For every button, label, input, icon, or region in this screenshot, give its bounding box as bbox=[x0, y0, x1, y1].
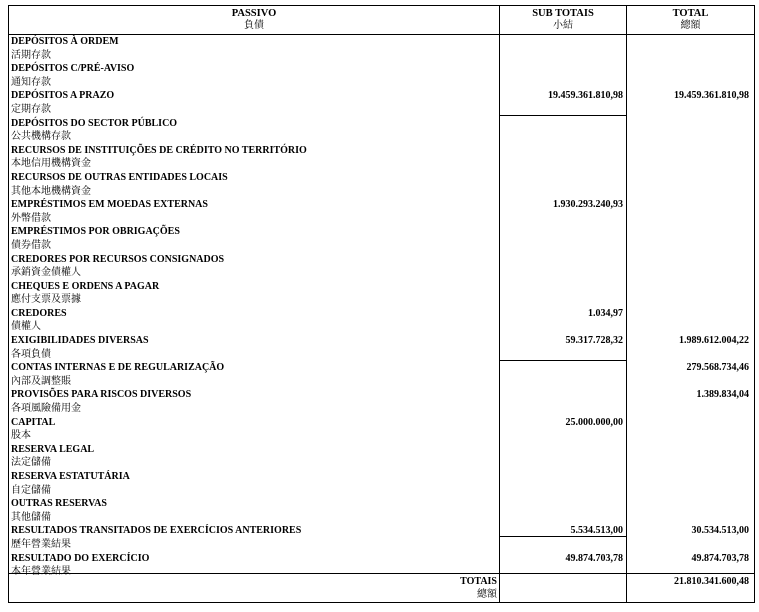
row-label-zh: 活期存款 bbox=[11, 49, 51, 61]
table-row bbox=[9, 443, 754, 457]
table-row bbox=[9, 198, 754, 212]
header-passivo-pt: PASSIVO bbox=[231, 8, 277, 19]
table-row-zh bbox=[9, 511, 754, 525]
row-label-zh: 外幣借款 bbox=[11, 212, 51, 224]
table-row-zh bbox=[9, 429, 754, 443]
row-label-pt: RECURSOS DE INSTITUIÇÕES DE CRÉDITO NO TERRITÓRIO bbox=[11, 144, 307, 156]
table-row bbox=[9, 524, 754, 538]
table-row-zh bbox=[9, 157, 754, 171]
row-label-pt: PROVISÕES PARA RISCOS DIVERSOS bbox=[11, 389, 192, 401]
row-label-pt: OUTRAS RESERVAS bbox=[11, 498, 107, 510]
row-total: 30.534.513,00 bbox=[691, 525, 749, 537]
table-row bbox=[9, 552, 754, 566]
row-label-zh: 應付支票及票據 bbox=[11, 294, 81, 306]
totals-label bbox=[460, 575, 497, 601]
table-row-zh bbox=[9, 185, 754, 199]
row-subtotal: 19.459.361.810,98 bbox=[548, 90, 623, 102]
header-subtotais bbox=[500, 6, 626, 35]
row-label-zh: 通知存款 bbox=[11, 76, 51, 88]
row-label-pt: CREDORES bbox=[11, 307, 67, 319]
row-label-zh: 定期存款 bbox=[11, 103, 51, 115]
row-label-zh: 內部及調整賬 bbox=[11, 375, 71, 387]
table-body bbox=[9, 35, 754, 579]
row-subtotal: 1.930.293.240,93 bbox=[553, 199, 623, 211]
row-label-zh: 各項風險備用金 bbox=[11, 403, 81, 415]
table-row-zh bbox=[9, 49, 754, 63]
table-row-zh bbox=[9, 320, 754, 334]
table-row-zh bbox=[9, 538, 754, 552]
table-row-zh bbox=[9, 402, 754, 416]
table-row bbox=[9, 470, 754, 484]
header-total-zh: 總額 bbox=[680, 20, 701, 31]
row-label-zh: 各項負債 bbox=[11, 348, 51, 360]
row-label-zh: 法定儲備 bbox=[11, 457, 51, 469]
table-row bbox=[9, 307, 754, 321]
table-row bbox=[9, 280, 754, 294]
totals-value: 21.810.341.600,48 bbox=[674, 576, 749, 587]
row-subtotal: 5.534.513,00 bbox=[570, 525, 623, 537]
header-subtotais-pt: SUB TOTAIS bbox=[532, 8, 594, 19]
table-row-zh bbox=[9, 348, 754, 362]
row-label-pt: EXIGIBILIDADES DIVERSAS bbox=[11, 335, 149, 347]
table-row bbox=[9, 89, 754, 103]
table-row bbox=[9, 253, 754, 267]
row-label-zh: 其他本地機構資金 bbox=[11, 185, 91, 197]
table-row bbox=[9, 225, 754, 239]
table-row bbox=[9, 334, 754, 348]
table-row-zh bbox=[9, 266, 754, 280]
table-row-zh bbox=[9, 484, 754, 498]
totals-label-pt: TOTAIS bbox=[460, 576, 497, 587]
row-total: 49.874.703,78 bbox=[691, 552, 749, 564]
row-label-zh: 歷年營業結果 bbox=[11, 538, 71, 550]
row-label-pt: CAPITAL bbox=[11, 416, 56, 428]
row-label-zh: 公共機構存款 bbox=[11, 131, 71, 143]
table-row bbox=[9, 497, 754, 511]
row-label-pt: CHEQUES E ORDENS A PAGAR bbox=[11, 280, 160, 292]
row-total: 1.989.612.004,22 bbox=[679, 335, 749, 347]
row-label-zh: 承銷資金債權人 bbox=[11, 267, 81, 279]
table-row bbox=[9, 144, 754, 158]
totals-label-zh: 總額 bbox=[477, 589, 497, 600]
row-label-pt: RESULTADO DO EXERCÍCIO bbox=[11, 552, 150, 564]
row-label-pt: RECURSOS DE OUTRAS ENTIDADES LOCAIS bbox=[11, 171, 228, 183]
table-row bbox=[9, 388, 754, 402]
table-row-zh bbox=[9, 76, 754, 90]
row-subtotal: 49.874.703,78 bbox=[565, 552, 623, 564]
row-label-zh: 其他儲備 bbox=[11, 511, 51, 523]
row-label-pt: DEPÓSITOS À ORDEM bbox=[11, 36, 119, 47]
row-label-pt: DEPÓSITOS DO SECTOR PÚBLICO bbox=[11, 117, 178, 129]
row-label-zh: 本地信用機構資金 bbox=[11, 158, 91, 170]
table-row bbox=[9, 35, 754, 49]
table-row-zh bbox=[9, 375, 754, 389]
header-total bbox=[627, 6, 754, 35]
row-label-pt: DEPÓSITOS A PRAZO bbox=[11, 90, 115, 102]
row-label-zh: 自定儲備 bbox=[11, 484, 51, 496]
row-total: 279.568.734,46 bbox=[686, 362, 749, 374]
table-row bbox=[9, 171, 754, 185]
row-label-zh: 債權人 bbox=[11, 321, 41, 333]
row-label-pt: RESERVA ESTATUTÁRIA bbox=[11, 471, 130, 482]
row-label-pt: EMPRÉSTIMOS POR OBRIGAÇÕES bbox=[11, 226, 180, 238]
table-row-zh bbox=[9, 293, 754, 307]
row-label-zh: 本年營業結果 bbox=[11, 566, 71, 578]
balance-sheet-table bbox=[8, 5, 755, 603]
table-row bbox=[9, 361, 754, 375]
table-row bbox=[9, 117, 754, 131]
table-row-zh bbox=[9, 103, 754, 117]
table-row bbox=[9, 62, 754, 76]
row-label-pt: RESULTADOS TRANSITADOS DE EXERCÍCIOS ANTERIORES bbox=[11, 525, 302, 537]
row-total: 19.459.361.810,98 bbox=[674, 90, 749, 102]
table-row-zh bbox=[9, 456, 754, 470]
row-subtotal: 1.034,97 bbox=[588, 307, 623, 319]
table-row-zh bbox=[9, 212, 754, 226]
row-label-pt: RESERVA LEGAL bbox=[11, 443, 95, 455]
header-passivo bbox=[9, 6, 499, 35]
row-label-pt: CONTAS INTERNAS E DE REGULARIZAÇÃO bbox=[11, 362, 225, 374]
header-subtotais-zh: 小結 bbox=[553, 20, 573, 31]
row-label-zh: 債券借款 bbox=[11, 239, 51, 251]
row-label-pt: CREDORES POR RECURSOS CONSIGNADOS bbox=[11, 253, 225, 265]
header-total-pt: TOTAL bbox=[672, 8, 709, 19]
row-label-pt: DEPÓSITOS C/PRÉ-AVISO bbox=[11, 63, 135, 75]
table-row-zh bbox=[9, 130, 754, 144]
row-total: 1.389.834,04 bbox=[696, 389, 749, 401]
header-passivo-zh: 負債 bbox=[244, 20, 264, 31]
row-subtotal: 25.000.000,00 bbox=[565, 416, 623, 428]
totals-row bbox=[9, 575, 754, 603]
row-subtotal: 59.317.728,32 bbox=[565, 335, 623, 347]
table-row bbox=[9, 416, 754, 430]
table-row-zh bbox=[9, 239, 754, 253]
row-label-zh: 股本 bbox=[11, 430, 31, 442]
row-label-pt: EMPRÉSTIMOS EM MOEDAS EXTERNAS bbox=[11, 199, 208, 211]
